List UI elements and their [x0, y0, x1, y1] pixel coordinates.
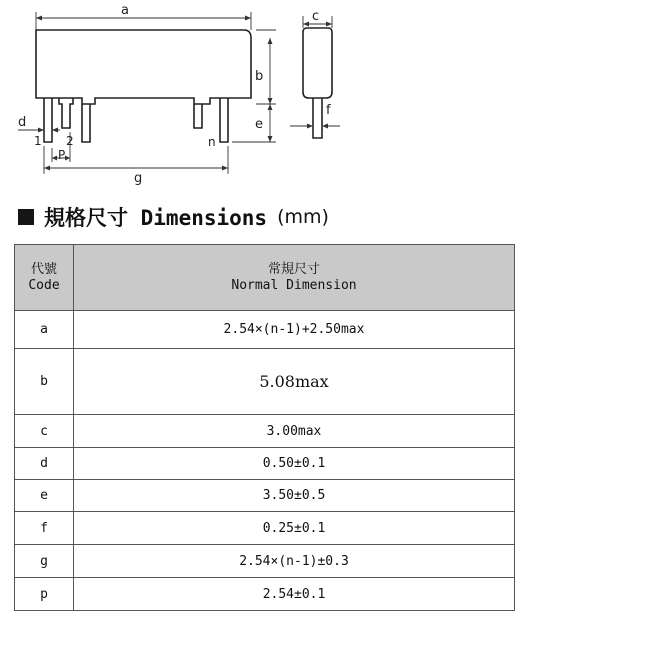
label-pin-n: n	[208, 135, 216, 149]
pin-2	[59, 98, 73, 128]
value-cell: 0.50±0.1	[74, 448, 515, 480]
section-title: 規格尺寸 Dimensions	[44, 206, 268, 230]
side-view-pin	[313, 98, 322, 138]
value-cell: 2.54×(n-1)±0.3	[74, 545, 515, 578]
square-bullet-icon	[18, 209, 34, 225]
value-cell: 2.54×(n-1)+2.50max	[74, 311, 515, 349]
header-dimension	[74, 245, 515, 311]
code-cell: f	[15, 512, 74, 545]
code-cell: d	[15, 448, 74, 480]
pin-1	[44, 98, 52, 142]
label-p: P	[58, 148, 66, 162]
header-dim-cn: 常規尺寸	[267, 261, 320, 277]
table-row	[15, 545, 515, 578]
component-body-outline	[36, 30, 251, 104]
code-cell: b	[15, 349, 74, 415]
code-cell: c	[15, 415, 74, 448]
dimension-table	[14, 244, 515, 611]
table-header-row	[15, 245, 515, 311]
side-view-body	[303, 28, 332, 98]
section-unit: (mm)	[277, 206, 329, 228]
header-code	[15, 245, 74, 311]
value-cell: 2.54±0.1	[74, 578, 515, 611]
code-cell: e	[15, 480, 74, 512]
label-c: c	[312, 9, 320, 24]
code-cell: p	[15, 578, 74, 611]
table-row	[15, 480, 515, 512]
dimension-drawing	[0, 0, 652, 200]
value-cell: 3.00max	[74, 415, 515, 448]
table-row	[15, 512, 515, 545]
code-cell: a	[15, 311, 74, 349]
value-cell: 3.50±0.5	[74, 480, 515, 512]
pin-n-1	[194, 104, 202, 128]
pin-3	[82, 104, 90, 142]
label-d: d	[18, 115, 27, 130]
table-row	[15, 415, 515, 448]
pin-n	[220, 98, 228, 142]
header-dim-en: Normal Dimension	[231, 277, 357, 293]
table-row	[15, 578, 515, 611]
label-pin-1: 1	[34, 134, 42, 148]
header-code-en: Code	[28, 277, 60, 293]
label-e: e	[255, 117, 263, 132]
label-b: b	[255, 69, 264, 84]
code-cell: g	[15, 545, 74, 578]
table-row	[15, 349, 515, 415]
table-row	[15, 448, 515, 480]
label-a: a	[121, 3, 129, 18]
value-cell: 5.08max	[74, 349, 515, 415]
section-heading	[18, 203, 329, 231]
label-g: g	[134, 171, 143, 186]
value-cell: 0.25±0.1	[74, 512, 515, 545]
table-row	[15, 311, 515, 349]
header-code-cn: 代號	[30, 261, 57, 277]
label-pin-2: 2	[66, 134, 74, 148]
label-f: f	[326, 103, 331, 118]
